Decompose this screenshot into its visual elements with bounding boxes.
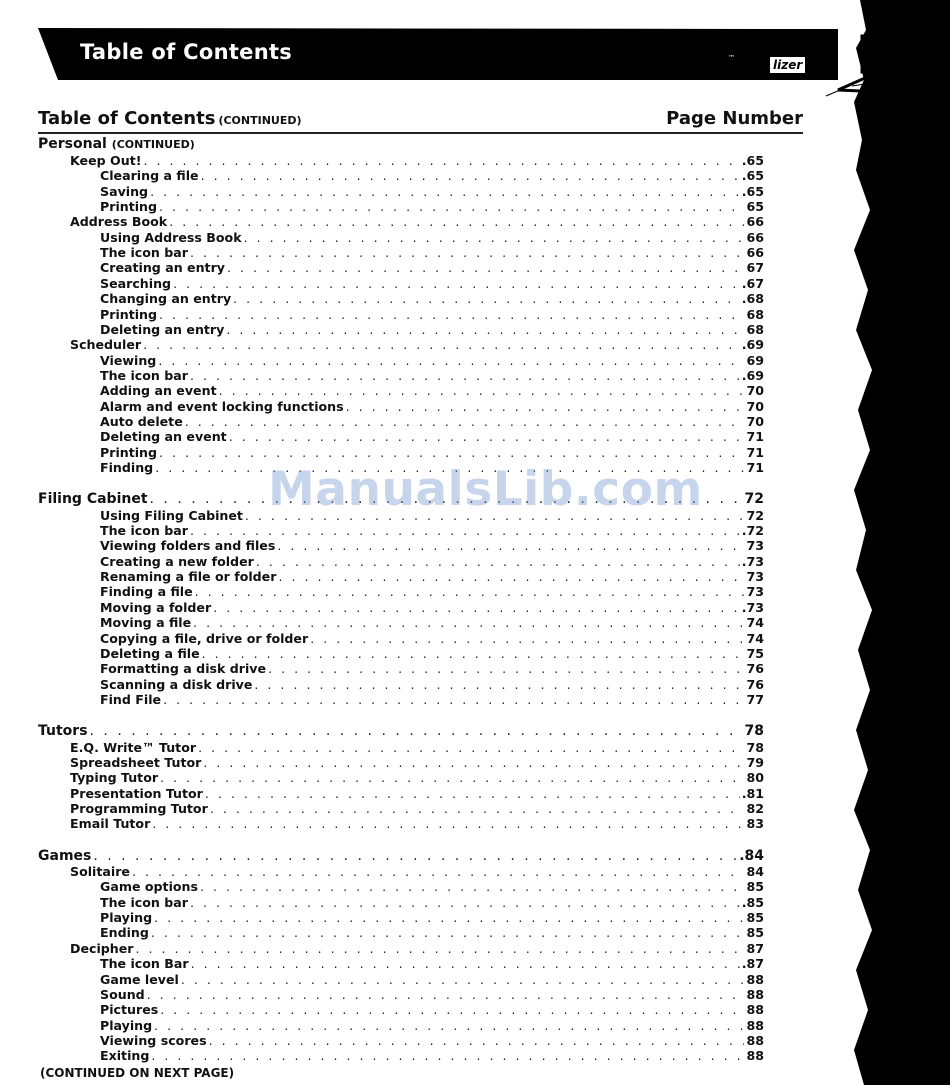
dot-leader [195, 584, 745, 599]
dot-leader [203, 755, 744, 770]
toc-entry [70, 801, 764, 816]
toc-entry-label: The icon bar [100, 523, 188, 538]
toc-entry [100, 307, 764, 322]
toc-entry-label: Printing [100, 199, 158, 214]
toc-entry-page: 73 [746, 538, 764, 553]
dot-leader [254, 677, 744, 692]
toc-entry-page: .81 [741, 786, 764, 801]
dot-leader [152, 816, 744, 831]
toc-entry-label: Adding an event [100, 383, 217, 398]
toc-entry-page: 85 [746, 879, 764, 894]
toc-entry [100, 661, 764, 676]
dot-leader [201, 168, 740, 183]
toc-entry [100, 383, 764, 398]
toc-entry [70, 214, 764, 229]
toc-entry-label: The icon Bar [100, 956, 189, 971]
toc-entry-page: 78 [744, 724, 764, 739]
toc-entry [100, 1002, 764, 1017]
toc-entry-page: 70 [746, 383, 764, 398]
toc-entry [100, 276, 764, 291]
dot-leader [151, 925, 745, 940]
toc-entry-label: Renaming a file or folder [100, 569, 277, 584]
toc-entry-page: 74 [746, 631, 764, 646]
toc-entry [70, 337, 764, 352]
dot-leader [205, 786, 740, 801]
toc-entry [70, 153, 764, 168]
toc-entry [70, 770, 764, 785]
toc-entry [70, 816, 764, 831]
toc-entry-page: 88 [746, 1048, 764, 1063]
toc-entry-label: Saving [100, 184, 149, 199]
toc-entry-page: 83 [746, 816, 764, 831]
toc-entry-page: .73 [741, 554, 764, 569]
dot-leader [143, 153, 739, 168]
toc-entry [100, 569, 764, 584]
toc-entry [100, 414, 764, 429]
toc-entry-label: Game level [100, 972, 179, 987]
toc-entry-page: 85 [746, 925, 764, 940]
toc-entry-label: Scanning a disk drive [100, 677, 253, 692]
toc-entry [100, 538, 764, 553]
toc-entry-label: Typing Tutor [70, 770, 159, 785]
toc-entry [100, 399, 764, 414]
toc-entry-label: Finding a file [100, 584, 193, 599]
dot-leader [163, 692, 744, 707]
dot-leader [209, 1033, 745, 1048]
toc-entry [100, 972, 764, 987]
toc-entry [100, 168, 764, 183]
toc-entry-page: 67 [746, 260, 764, 275]
toc-entry-label: Sound [100, 987, 145, 1002]
toc-entry-label: Solitaire [70, 864, 130, 879]
dot-leader [278, 569, 744, 584]
toc-entry-page: 73 [746, 584, 764, 599]
dot-leader [154, 910, 744, 925]
dot-leader [154, 1018, 744, 1033]
toc-entry-page: 88 [746, 972, 764, 987]
toc-entry-page: 66 [746, 230, 764, 245]
dot-leader [159, 445, 744, 460]
toc-entry [100, 895, 764, 910]
toc-entry-page: .73 [741, 600, 764, 615]
dot-leader [151, 1048, 744, 1063]
toc-entry-label: Creating a new folder [100, 554, 254, 569]
dot-leader [190, 895, 740, 910]
toc-entry-label: Filing Cabinet [38, 492, 148, 507]
toc-entry-page: 71 [746, 445, 764, 460]
toc-entry-page: 72 [744, 492, 764, 507]
dot-leader [198, 740, 744, 755]
toc-entry-page: 68 [746, 307, 764, 322]
toc-entry [100, 353, 764, 368]
dot-leader [173, 276, 740, 291]
toc-entry-page: 70 [746, 414, 764, 429]
toc-entry [100, 1048, 764, 1063]
toc-entry-page: 76 [746, 661, 764, 676]
dot-leader [143, 337, 740, 352]
toc-section-entry [38, 849, 764, 864]
toc-entry [100, 184, 764, 199]
toc-entry-label: Game options [100, 879, 199, 894]
dot-leader [200, 879, 744, 894]
toc-entry-page: 78 [746, 740, 764, 755]
toc-entry-label: Printing [100, 445, 158, 460]
toc-entry [100, 956, 764, 971]
toc-entry [100, 646, 764, 661]
toc-entry-label: Ending [100, 925, 149, 940]
dot-leader [213, 600, 740, 615]
dot-leader [132, 864, 745, 879]
dot-leader [233, 291, 740, 306]
toc-entry [100, 615, 764, 630]
toc-entry [100, 230, 764, 245]
dot-leader [268, 661, 744, 676]
dot-leader [169, 214, 744, 229]
toc-entry-page: .69 [741, 337, 764, 352]
section-personal: Personal (CONTINUED) [38, 136, 195, 152]
toc-entry-label: The icon bar [100, 245, 188, 260]
dot-leader [147, 987, 745, 1002]
toc-entry-page: .72 [741, 523, 764, 538]
toc-entry-label: Copying a file, drive or folder [100, 631, 309, 646]
toc-entry-label: Moving a folder [100, 600, 212, 615]
dot-leader [210, 801, 745, 816]
dot-leader [256, 554, 740, 569]
toc-entry-page: 65 [746, 199, 764, 214]
dot-leader [181, 972, 745, 987]
toc-entry-page: .85 [741, 895, 764, 910]
dot-leader [90, 724, 743, 739]
toc-entry-label: Keep Out! [70, 153, 142, 168]
toc-entry-label: Changing an entry [100, 291, 232, 306]
toc-entry-page: 73 [746, 569, 764, 584]
dot-leader [190, 523, 740, 538]
toc-entry [100, 584, 764, 599]
dot-leader [136, 941, 745, 956]
toc-entry [100, 368, 764, 383]
toc-entry-page: 84 [746, 864, 764, 879]
dot-leader [346, 399, 745, 414]
toc-entry-page: 88 [746, 1002, 764, 1017]
toc-entry-label: Playing [100, 1018, 153, 1033]
page-number-column-title: Page Number [666, 108, 803, 129]
toc-entry-page: .65 [741, 168, 764, 183]
toc-entry-label: Clearing a file [100, 168, 199, 183]
toc-entry [100, 429, 764, 444]
toc-entry [100, 245, 764, 260]
dot-leader [227, 260, 744, 275]
toc-entry-label: Games [38, 849, 92, 864]
dot-leader [277, 538, 744, 553]
toc-entry-page: 76 [746, 677, 764, 692]
toc-header-title: Table of Contents (CONTINUED) [38, 108, 302, 129]
continued-footer: (CONTINUED ON NEXT PAGE) [40, 1066, 235, 1080]
toc-entry-label: Viewing folders and files [100, 538, 276, 553]
toc-entry-label: E.Q. Write™ Tutor [70, 740, 197, 755]
toc-entry-page: 74 [746, 615, 764, 630]
dot-leader [93, 849, 737, 864]
dot-leader [244, 230, 745, 245]
toc-entry-page: 79 [746, 755, 764, 770]
dot-leader [202, 646, 745, 661]
toc-entry-label: The icon bar [100, 895, 188, 910]
toc-entry-label: Viewing [100, 353, 157, 368]
toc-entry-label: Presentation Tutor [70, 786, 203, 801]
toc-entry-page: 72 [746, 508, 764, 523]
toc-entry-label: Exiting [100, 1048, 150, 1063]
toc-entry-label: Searching [100, 276, 172, 291]
toc-entry-page: .65 [741, 184, 764, 199]
toc-entry-page: 88 [746, 1033, 764, 1048]
toc-entry [100, 199, 764, 214]
toc-entry-page: 82 [746, 801, 764, 816]
toc-entry-label: Formatting a disk drive [100, 661, 267, 676]
dot-leader [158, 353, 744, 368]
toc-entry-label: Auto delete [100, 414, 183, 429]
toc-entry [100, 677, 764, 692]
toc-entry [100, 445, 764, 460]
toc-entry-page: 66 [746, 245, 764, 260]
toc-entry-page: 69 [746, 353, 764, 368]
toc-entry [100, 631, 764, 646]
toc-entry-page: 88 [746, 1018, 764, 1033]
toc-entry [100, 260, 764, 275]
toc-entry [100, 910, 764, 925]
toc-entry-page: .84 [739, 849, 764, 864]
brand-logo-text: lizer [770, 57, 805, 73]
toc-entry-label: Decipher [70, 941, 134, 956]
toc-entry [100, 925, 764, 940]
toc-entry-page: .65 [741, 153, 764, 168]
toc-entry [70, 786, 764, 801]
toc-entry-label: Tutors [38, 724, 88, 739]
toc-entry-page: 71 [746, 429, 764, 444]
toc-entry [100, 523, 764, 538]
toc-entry [100, 692, 764, 707]
toc-entry-label: Email Tutor [70, 816, 151, 831]
toc-entry-page: .68 [741, 291, 764, 306]
toc-entry-page: .87 [741, 956, 764, 971]
toc-entry-page: 71 [746, 460, 764, 475]
toc-entry-label: The icon bar [100, 368, 188, 383]
toc-entry-label: Deleting a file [100, 646, 200, 661]
toc-entry-label: Deleting an event [100, 429, 227, 444]
toc-entry-page: 77 [746, 692, 764, 707]
dot-leader [226, 322, 744, 337]
dot-leader [191, 956, 740, 971]
toc-entry-label: Address Book [70, 214, 168, 229]
toc-entry-page: 80 [746, 770, 764, 785]
toc-entry [70, 740, 764, 755]
toc-entry-page: 68 [746, 322, 764, 337]
toc-entry-page: .67 [741, 276, 764, 291]
toc-entry [100, 1018, 764, 1033]
brand-trademark: ™ [728, 54, 735, 62]
toc-entry [100, 987, 764, 1002]
toc-entry-label: Playing [100, 910, 153, 925]
toc-entry-page: .69 [741, 368, 764, 383]
toc-entry [70, 755, 764, 770]
toc-entry [100, 879, 764, 894]
dot-leader [190, 245, 744, 260]
toc-entry [70, 864, 764, 879]
dot-leader [185, 414, 745, 429]
toc-entry-page: 88 [746, 987, 764, 1002]
dot-leader [159, 199, 744, 214]
toc-entry [100, 600, 764, 615]
toc-entry-label: Pictures [100, 1002, 159, 1017]
toc-header [38, 108, 803, 134]
toc-entry-label: Viewing scores [100, 1033, 207, 1048]
dot-leader [190, 368, 740, 383]
toc-entry-label: Creating an entry [100, 260, 225, 275]
toc-entry-page: 85 [746, 910, 764, 925]
toc-entry-label: Moving a file [100, 615, 192, 630]
banner-title: Table of Contents [80, 40, 293, 64]
toc-entry-label: Scheduler [70, 337, 142, 352]
torn-page-edge [854, 0, 950, 1085]
toc-entry [100, 1033, 764, 1048]
dot-leader [160, 1002, 744, 1017]
dot-leader [229, 429, 745, 444]
toc-entry-label: Programming Tutor [70, 801, 208, 816]
dot-leader [150, 184, 740, 199]
dot-leader [310, 631, 744, 646]
toc-entry-page: 66 [746, 214, 764, 229]
dot-leader [160, 770, 744, 785]
toc-entry-label: Using Address Book [100, 230, 242, 245]
toc-entry-label: Finding [100, 460, 154, 475]
dot-leader [219, 383, 745, 398]
toc-section-entry [38, 724, 764, 739]
toc-entry-label: Printing [100, 307, 158, 322]
toc-entry-page: 75 [746, 646, 764, 661]
dot-leader [159, 307, 744, 322]
toc-entry-label: Find File [100, 692, 162, 707]
toc-entry-page: 70 [746, 399, 764, 414]
toc-entry [100, 322, 764, 337]
toc-entry [70, 941, 764, 956]
toc-entry-label: Alarm and event locking functions [100, 399, 344, 414]
toc-entry-label: Deleting an entry [100, 322, 225, 337]
toc-entry [100, 554, 764, 569]
toc-entry [100, 291, 764, 306]
watermark: ManualsLib.com [268, 462, 703, 517]
toc-entry-page: 87 [746, 941, 764, 956]
toc-entry-label: Using Filing Cabinet [100, 508, 243, 523]
dot-leader [193, 615, 744, 630]
toc-entry-label: Spreadsheet Tutor [70, 755, 202, 770]
